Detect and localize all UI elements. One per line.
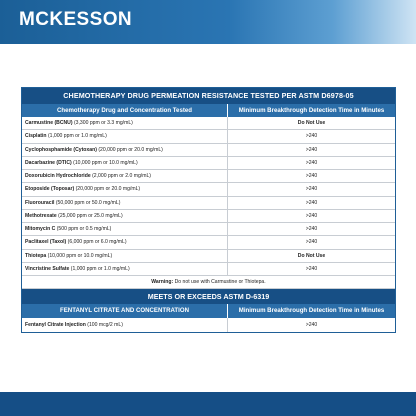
breakthrough-time-cell: >240 [305, 186, 318, 193]
drug-name: Dacarbazine (DTIC) [25, 159, 72, 166]
drug-concentration: (50,000 ppm or 50.0 mg/mL) [55, 199, 121, 206]
drug-name: Mitomycin C [25, 226, 56, 232]
drug-name: Etoposide (Toposar) [25, 186, 75, 193]
drug-concentration: (3,300 ppm or 3.3 mg/mL) [73, 120, 133, 126]
fentanyl-col-time-header: Minimum Breakthrough Detection Time in Minutes [238, 307, 385, 314]
breakthrough-time-cell: >240 [305, 173, 318, 179]
drug-concentration: (1,000 ppm or 1.0 mg/mL) [47, 133, 107, 140]
breakthrough-time-cell: >240 [305, 199, 318, 206]
drug-cell [22, 170, 228, 182]
drug-concentration: (2,000 ppm or 2.0 mg/mL) [92, 173, 151, 179]
drug-cell [22, 210, 228, 222]
table-row [22, 117, 395, 130]
warning-text: Do not use with Carmustine or Thiotepa. [174, 279, 266, 285]
table-row [22, 210, 395, 223]
footer-band [0, 392, 416, 416]
table-row [22, 157, 395, 170]
drug-name: Carmustine (BCNU) [25, 120, 73, 126]
drug-cell [22, 130, 228, 142]
table-row [22, 144, 395, 157]
drug-concentration: (500 ppm or 0.5 mg/mL) [56, 226, 112, 232]
table-row [22, 250, 395, 263]
drug-concentration: (25,000 ppm or 25.0 mg/mL) [58, 212, 123, 219]
breakthrough-time-cell: >240 [305, 226, 318, 232]
drug-name: Cyclophosphamide (Cytoxan) [25, 146, 97, 153]
table-row [22, 130, 395, 143]
drug-name: Fentanyl Citrate Injection [25, 322, 86, 328]
drug-cell [22, 183, 228, 195]
breakthrough-time-cell: Do Not Use [297, 120, 326, 126]
drug-concentration: (10,000 ppm or 10.0 mg/mL) [47, 252, 113, 259]
header-band [0, 0, 416, 44]
drug-cell [22, 318, 228, 332]
drug-cell [22, 157, 228, 169]
table-row [22, 170, 395, 183]
drug-concentration: (10,000 ppm or 10.0 mg/mL) [73, 159, 138, 166]
drug-cell [22, 144, 228, 156]
breakthrough-time-cell: Do Not Use [297, 252, 326, 259]
drug-cell [22, 236, 228, 248]
table-row [22, 223, 395, 236]
table-row [22, 197, 395, 210]
drug-name: Thiotepa [25, 252, 47, 259]
fentanyl-section-title: MEETS OR EXCEEDS ASTM D-6319 [22, 289, 395, 304]
fentanyl-header-row [22, 304, 395, 318]
drug-cell [22, 223, 228, 235]
drug-concentration: (20,000 ppm or 20.0 mg/mL) [98, 146, 163, 153]
warning-row [22, 276, 395, 289]
drug-concentration: (100 mcg/2 mL) [87, 322, 123, 328]
drug-name: Fluorouracil [25, 199, 55, 206]
drug-name: Paclitaxel (Taxol) [25, 239, 67, 246]
drug-cell [22, 117, 228, 129]
table-row [22, 183, 395, 196]
table-row [22, 236, 395, 249]
breakthrough-time-cell: >240 [305, 159, 318, 166]
drug-cell [22, 250, 228, 262]
breakthrough-time-cell: >240 [305, 146, 318, 153]
breakthrough-time-cell: >240 [305, 212, 318, 219]
table-row [22, 263, 395, 276]
drug-rows [22, 117, 395, 276]
warning-label: Warning: [151, 279, 174, 285]
drug-concentration: (1,000 ppm or 1.0 mg/mL) [70, 265, 130, 272]
drug-cell [22, 263, 228, 275]
drug-name: Doxorubicin Hydrochloride [25, 173, 91, 179]
drug-name: Vincristine Sulfate [25, 265, 70, 272]
breakthrough-time-cell: >240 [305, 133, 318, 140]
fentanyl-col-drug-header: FENTANYL CITRATE AND CONCENTRATION [22, 304, 228, 318]
col-time-header: Minimum Breakthrough Detection Time in Minutes [238, 107, 385, 114]
table-header-row [22, 104, 395, 117]
breakthrough-time-cell: >240 [305, 322, 318, 328]
drug-name: Methotrexate [25, 212, 57, 219]
drug-name: Cisplatin [25, 133, 47, 140]
mckesson-logo: MCKESSON [19, 9, 132, 30]
drug-concentration: (6,000 ppm or 6.0 mg/mL) [67, 239, 127, 246]
fentanyl-rows [22, 318, 395, 332]
table-title: CHEMOTHERAPY DRUG PERMEATION RESISTANCE TESTED PER ASTM D6978-05 [22, 88, 395, 104]
breakthrough-time-cell: >240 [305, 239, 318, 246]
col-drug-header: Chemotherapy Drug and Concentration Tested [22, 104, 228, 117]
permeation-table [21, 87, 396, 333]
drug-concentration: (20,000 ppm or 20.0 mg/mL) [75, 186, 141, 193]
drug-cell [22, 197, 228, 209]
breakthrough-time-cell: >240 [305, 265, 318, 272]
table-row [22, 318, 395, 332]
